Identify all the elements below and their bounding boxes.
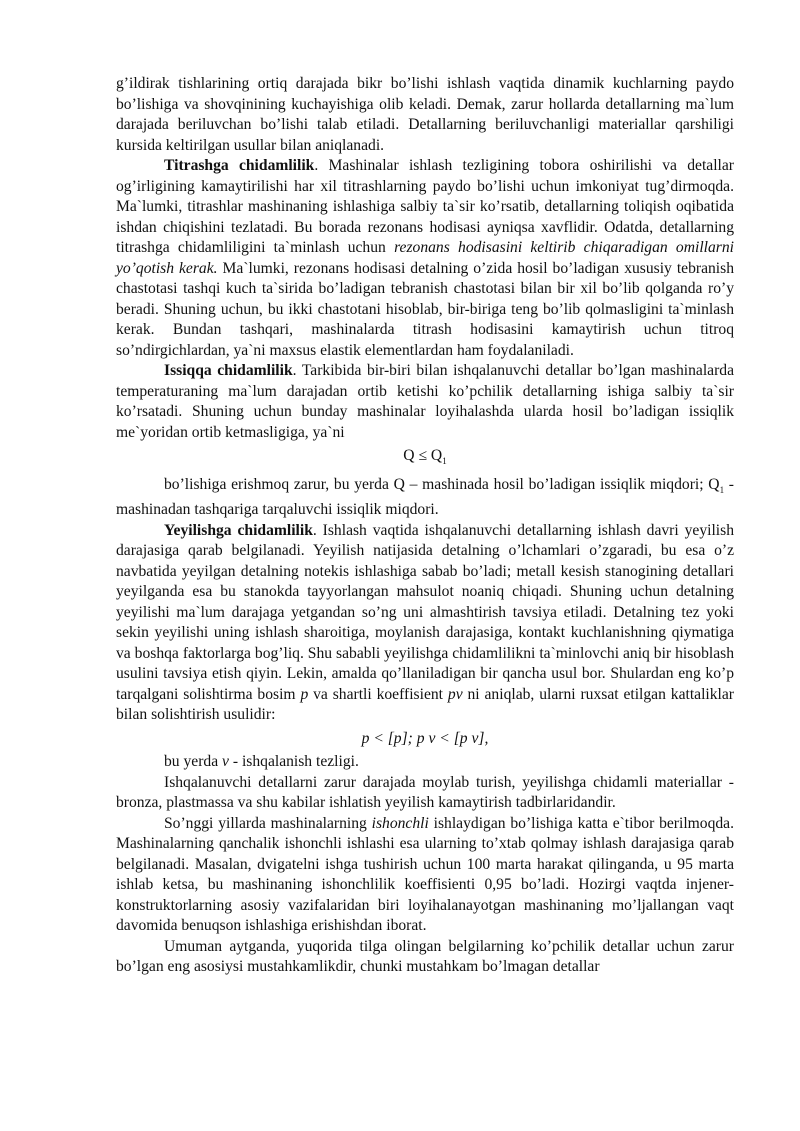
wear-text-b: va shartli koeffisient (308, 685, 448, 703)
heat-text: . Tarkibida bir-biri bilan ishqalanuvchi detallar bo’lgan mashinalarda temperaturaning ma`lum darajadan ortib ketishi ko’pchilik detallarning ishiga salbiy ta`sir ko’rsatadi. Shuning uchun bunday mashinalar loyihalashda ularda hosil bo’ladigan issiqlik me`yoridan ortib ketmasligiga, ya`ni (116, 362, 734, 441)
paragraph-heat-resistance (116, 361, 734, 443)
formula-heat (116, 446, 734, 472)
reliability-italic: ishonchli (371, 814, 429, 832)
heat-after-b: - mashinadan tashqariga tarqaluvchi issiqlik miqdori. (116, 475, 734, 519)
paragraph-conclusion: Umuman aytganda, yuqorida tilga olingan belgilarning ko’pchilik detallar uchun zarur bo’lgan eng asosiysi mustahkamlikdir, chunki mustahkam bo’lmagan detallar (116, 937, 734, 976)
formula-heat-subscript: 1 (442, 456, 447, 467)
reliability-text-a: So’nggi yillarda mashinalarning (164, 814, 372, 832)
heading-vibration-resistance: Titrashga chidamlilik (164, 157, 315, 174)
paragraph-heat-explanation (116, 475, 734, 521)
wear-note-v: v (222, 753, 229, 771)
formula-heat-main: Q ≤ Q (403, 447, 443, 464)
vibration-italic: rezonans hodisasini keltirib chiqaradigan omillarni yo’qotish kerak. (116, 239, 734, 277)
paragraph-vibration-resistance (116, 156, 734, 361)
paragraph-wear-note (116, 752, 734, 773)
wear-symbol-pv: pv (447, 685, 463, 703)
heat-after-a: bo’lishiga erishmoq zarur, bu yerda Q – mashinada hosil bo’ladigan issiqlik miqdori; Q (164, 475, 720, 493)
wear-note-b: - ishqalanish tezligi. (228, 753, 359, 771)
wear-text-a: . Ishlash vaqtida ishqalanuvchi detallarning ishlash davri yeyilish darajasiga qarab belgilanadi. Yeyilish natijasida detalning o’lchamlari o’zgaradi, bu esa o’z navbatida yeyilgan detalning notekis ishlashiga sabab bo’ladi; metall kesish stanogining detallari yeyilganda esa bu stanokda tayyorlangan mahsulot noaniq chiqadi. Shuning uchun detalning yeyilishi ma`lum darajaga yetgandan so’ng uni almashtirish tavsiya etiladi. Detalning tez yoki sekin yeyilishi uning ishlash sharoitiga, moylanish darajasiga, kontakt kuchlanishning qiymatiga va boshqa faktorlarga bog’liq. Shu sababli yeyilishga chidamlilikni ta`minlovchi aniq bir hisoblash usulini tavsiya etish qiyin. Lekin, amalda qo’llaniladigan bir qancha usul bor. Shulardan eng ko’p tarqalgani solishtirma bosim (116, 521, 734, 703)
heat-after-subscript: 1 (719, 484, 725, 495)
vibration-text-a: . Mashinalar ishlash tezligining tobora oshirilishi va detallar og’irligining kamaytirilishi har xil titrashlarning paydo bo’lishi uchun imkoniyat tug’dirmoqda. Ma`lumki, titrashlar mashinaning ishlashiga salbiy ta`sir ko’rsatib, detallarning toliqish oqibatida ishdan chiqishini tezlatadi. Bu borada rezonans hodisasi ayniqsa xavflidir. Odatda, detallarning titrashga chidamliligini ta`minlash uchun (116, 157, 734, 256)
heading-heat-resistance: Issiqqa chidamlilik (164, 362, 293, 379)
reliability-text-b: ishlaydigan bo’lishiga katta e`tibor berilmoqda. Mashinalarning qanchalik ishonchli ishlashi esa ularning to’xtab qolmay ishlash darajasiga qarab belgilanadi. Masalan, dvigatelni ishga tushirish uchun 100 marta harakat qilinganda, u 95 marta ishlab ketsa, bu mashinaning ishonchlilik koeffisienti 0,95 bo’ladi. Hozirgi vaqtda injener-konstruktorlarning asosiy vazifalaridan biri loyihalanayotgan mashinaning mo’ljallangan vaqt davomida benuqson ishlashiga erishishdan iborat. (116, 814, 735, 935)
paragraph-stiffness: g’ildirak tishlarining ortiq darajada bikr bo’lishi ishlash vaqtida dinamik kuchlarning paydo bo’lishiga va shovqinining kuchayishiga olib keladi. Demak, zarur hollarda detallarning ma`lum darajada beriluvchan bo’lishi talab etiladi. Detallarning beriluvchanligi materiallar qarshiligi kursida keltirilgan usullar bilan aniqlanadi. (116, 75, 734, 154)
wear-note-a: bu yerda (164, 753, 223, 771)
wear-symbol-p: p (300, 685, 309, 703)
formula-wear: p < [p]; p v < [p v], (361, 729, 489, 747)
paragraph-lubrication: Ishqalanuvchi detallarni zarur darajada moylab turish, yeyilishga chidamli materiallar - bronza, plastmassa va shu kabilar ishlatish yeyilish kamaytirish tadbirlaridandir. (116, 773, 734, 812)
vibration-text-b: Ma`lumki, rezonans hodisasi detalning o’zida hosil bo’ladigan xususiy tebranish chastotasi tashqi kuch ta`sirida bo’ladigan tebranish chastotasi bilan bir xil bo’lib qolganda ro’y beradi. Shuning uchun, bu ikki chastotani hisoblab, bir-biriga teng bo’lib qolmasligini ta`minlash kerak. Bundan tashqari, mashinalarda titrash hodisasini kamaytirish uchun titroq so’ndirgichlardan, ya`ni maxsus elastik elementlardan ham foydalaniladi. (116, 259, 734, 359)
wear-text-c: ni aniqlab, ularni ruxsat etilgan kattaliklar bilan solishtirish usulidir: (116, 685, 734, 724)
heading-wear-resistance: Yeyilishga chidamlilik (164, 521, 313, 539)
paragraph-wear-resistance (116, 521, 734, 726)
paragraph-reliability (116, 814, 734, 937)
